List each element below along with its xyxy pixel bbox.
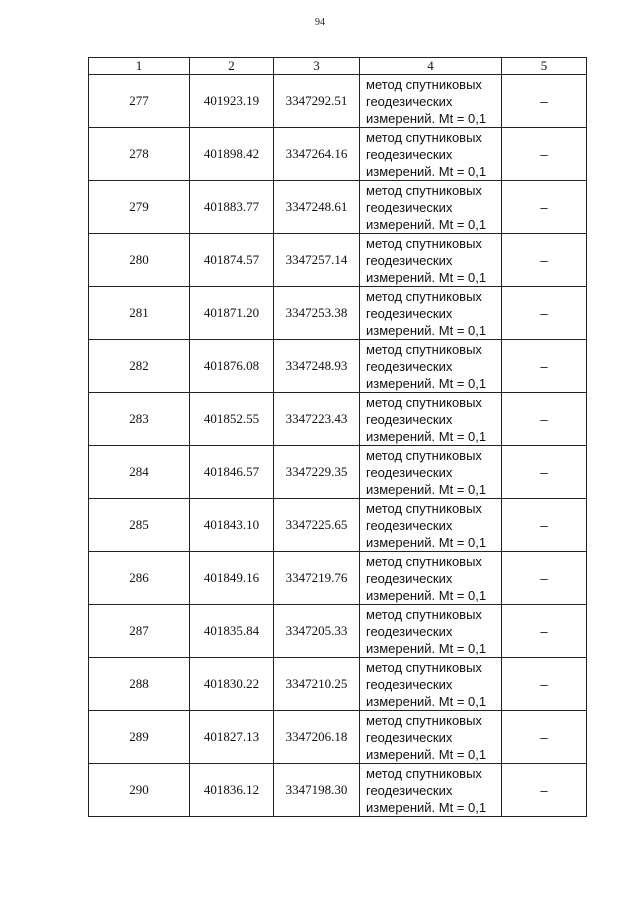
method-line: геодезических bbox=[366, 517, 453, 533]
coordinate-x: 401835.84 bbox=[190, 605, 274, 658]
method-line: измерений. Mt = 0,1 bbox=[366, 534, 487, 550]
method-line: измерений. Mt = 0,1 bbox=[366, 587, 487, 603]
coordinate-y: 3347248.93 bbox=[274, 340, 360, 393]
coordinate-y: 3347210.25 bbox=[274, 658, 360, 711]
coordinates-table bbox=[88, 57, 587, 817]
method-line: измерений. Mt = 0,1 bbox=[366, 640, 487, 656]
method-line: метод спутниковых bbox=[366, 659, 482, 675]
method-line: метод спутниковых bbox=[366, 447, 482, 463]
method-line: метод спутниковых bbox=[366, 712, 482, 728]
method-description bbox=[360, 711, 502, 764]
method-line: измерений. Mt = 0,1 bbox=[366, 799, 487, 815]
coordinate-y: 3347225.65 bbox=[274, 499, 360, 552]
method-line: метод спутниковых bbox=[366, 182, 482, 198]
note-cell: – bbox=[502, 552, 587, 605]
method-line: геодезических bbox=[366, 623, 453, 639]
coordinate-y: 3347264.16 bbox=[274, 128, 360, 181]
method-line: геодезических bbox=[366, 676, 453, 692]
method-line: геодезических bbox=[366, 146, 453, 162]
note-cell: – bbox=[502, 75, 587, 128]
method-description bbox=[360, 287, 502, 340]
table-row bbox=[89, 605, 587, 658]
table-body bbox=[89, 75, 587, 817]
coordinate-x: 401849.16 bbox=[190, 552, 274, 605]
table-row bbox=[89, 287, 587, 340]
coordinate-x: 401827.13 bbox=[190, 711, 274, 764]
method-line: измерений. Mt = 0,1 bbox=[366, 693, 487, 709]
coordinate-x: 401876.08 bbox=[190, 340, 274, 393]
method-line: геодезических bbox=[366, 252, 453, 268]
method-description bbox=[360, 499, 502, 552]
method-line: геодезических bbox=[366, 93, 453, 109]
method-line: геодезических bbox=[366, 570, 453, 586]
method-line: геодезических bbox=[366, 782, 453, 798]
coordinate-x: 401830.22 bbox=[190, 658, 274, 711]
method-line: измерений. Mt = 0,1 bbox=[366, 375, 487, 391]
method-line: измерений. Mt = 0,1 bbox=[366, 216, 487, 232]
table-row bbox=[89, 393, 587, 446]
table-row bbox=[89, 658, 587, 711]
coordinate-y: 3347257.14 bbox=[274, 234, 360, 287]
table-row bbox=[89, 128, 587, 181]
method-line: измерений. Mt = 0,1 bbox=[366, 163, 487, 179]
coordinate-x: 401874.57 bbox=[190, 234, 274, 287]
method-line: геодезических bbox=[366, 729, 453, 745]
method-description bbox=[360, 181, 502, 234]
table-row bbox=[89, 499, 587, 552]
method-line: метод спутниковых bbox=[366, 235, 482, 251]
method-line: метод спутниковых bbox=[366, 76, 482, 92]
note-cell: – bbox=[502, 340, 587, 393]
point-number: 288 bbox=[89, 658, 190, 711]
coordinate-y: 3347292.51 bbox=[274, 75, 360, 128]
method-description bbox=[360, 605, 502, 658]
method-line: метод спутниковых bbox=[366, 500, 482, 516]
table-row bbox=[89, 75, 587, 128]
method-line: геодезических bbox=[366, 199, 453, 215]
method-line: метод спутниковых bbox=[366, 606, 482, 622]
point-number: 287 bbox=[89, 605, 190, 658]
table-header-row bbox=[89, 58, 587, 75]
note-cell: – bbox=[502, 499, 587, 552]
note-cell: – bbox=[502, 128, 587, 181]
point-number: 277 bbox=[89, 75, 190, 128]
note-cell: – bbox=[502, 287, 587, 340]
point-number: 282 bbox=[89, 340, 190, 393]
coordinate-y: 3347219.76 bbox=[274, 552, 360, 605]
method-line: измерений. Mt = 0,1 bbox=[366, 746, 487, 762]
method-description bbox=[360, 340, 502, 393]
table-row bbox=[89, 234, 587, 287]
point-number: 286 bbox=[89, 552, 190, 605]
coordinate-x: 401923.19 bbox=[190, 75, 274, 128]
coordinate-x: 401883.77 bbox=[190, 181, 274, 234]
coordinate-x: 401846.57 bbox=[190, 446, 274, 499]
method-line: геодезических bbox=[366, 464, 453, 480]
method-line: метод спутниковых bbox=[366, 394, 482, 410]
method-line: измерений. Mt = 0,1 bbox=[366, 481, 487, 497]
note-cell: – bbox=[502, 234, 587, 287]
coordinate-x: 401852.55 bbox=[190, 393, 274, 446]
note-cell: – bbox=[502, 658, 587, 711]
coordinate-y: 3347198.30 bbox=[274, 764, 360, 817]
method-line: метод спутниковых bbox=[366, 341, 482, 357]
column-header-3: 3 bbox=[274, 58, 360, 75]
table-row bbox=[89, 181, 587, 234]
column-header-1: 1 bbox=[89, 58, 190, 75]
method-line: геодезических bbox=[366, 411, 453, 427]
point-number: 281 bbox=[89, 287, 190, 340]
method-line: измерений. Mt = 0,1 bbox=[366, 110, 487, 126]
coordinate-x: 401843.10 bbox=[190, 499, 274, 552]
coordinate-x: 401871.20 bbox=[190, 287, 274, 340]
note-cell: – bbox=[502, 605, 587, 658]
table-row bbox=[89, 552, 587, 605]
method-line: геодезических bbox=[366, 305, 453, 321]
note-cell: – bbox=[502, 764, 587, 817]
table-row bbox=[89, 446, 587, 499]
column-header-2: 2 bbox=[190, 58, 274, 75]
method-line: метод спутниковых bbox=[366, 129, 482, 145]
coordinate-y: 3347206.18 bbox=[274, 711, 360, 764]
method-line: измерений. Mt = 0,1 bbox=[366, 322, 487, 338]
method-description bbox=[360, 446, 502, 499]
method-description bbox=[360, 234, 502, 287]
method-description bbox=[360, 128, 502, 181]
method-description bbox=[360, 75, 502, 128]
table-row bbox=[89, 340, 587, 393]
coordinate-y: 3347223.43 bbox=[274, 393, 360, 446]
method-line: метод спутниковых bbox=[366, 553, 482, 569]
method-description bbox=[360, 764, 502, 817]
table-row bbox=[89, 711, 587, 764]
column-header-5: 5 bbox=[502, 58, 587, 75]
page-number: 94 bbox=[315, 17, 325, 28]
method-description bbox=[360, 658, 502, 711]
point-number: 280 bbox=[89, 234, 190, 287]
point-number: 285 bbox=[89, 499, 190, 552]
method-description bbox=[360, 552, 502, 605]
method-line: измерений. Mt = 0,1 bbox=[366, 428, 487, 444]
table-row bbox=[89, 764, 587, 817]
note-cell: – bbox=[502, 393, 587, 446]
method-line: геодезических bbox=[366, 358, 453, 374]
method-line: метод спутниковых bbox=[366, 765, 482, 781]
point-number: 283 bbox=[89, 393, 190, 446]
method-line: метод спутниковых bbox=[366, 288, 482, 304]
point-number: 279 bbox=[89, 181, 190, 234]
note-cell: – bbox=[502, 446, 587, 499]
method-line: измерений. Mt = 0,1 bbox=[366, 269, 487, 285]
coordinate-x: 401836.12 bbox=[190, 764, 274, 817]
coordinate-y: 3347253.38 bbox=[274, 287, 360, 340]
column-header-4: 4 bbox=[360, 58, 502, 75]
point-number: 278 bbox=[89, 128, 190, 181]
coordinate-y: 3347205.33 bbox=[274, 605, 360, 658]
note-cell: – bbox=[502, 181, 587, 234]
point-number: 289 bbox=[89, 711, 190, 764]
coordinate-y: 3347229.35 bbox=[274, 446, 360, 499]
coordinate-x: 401898.42 bbox=[190, 128, 274, 181]
method-description bbox=[360, 393, 502, 446]
point-number: 284 bbox=[89, 446, 190, 499]
point-number: 290 bbox=[89, 764, 190, 817]
coordinate-y: 3347248.61 bbox=[274, 181, 360, 234]
note-cell: – bbox=[502, 711, 587, 764]
